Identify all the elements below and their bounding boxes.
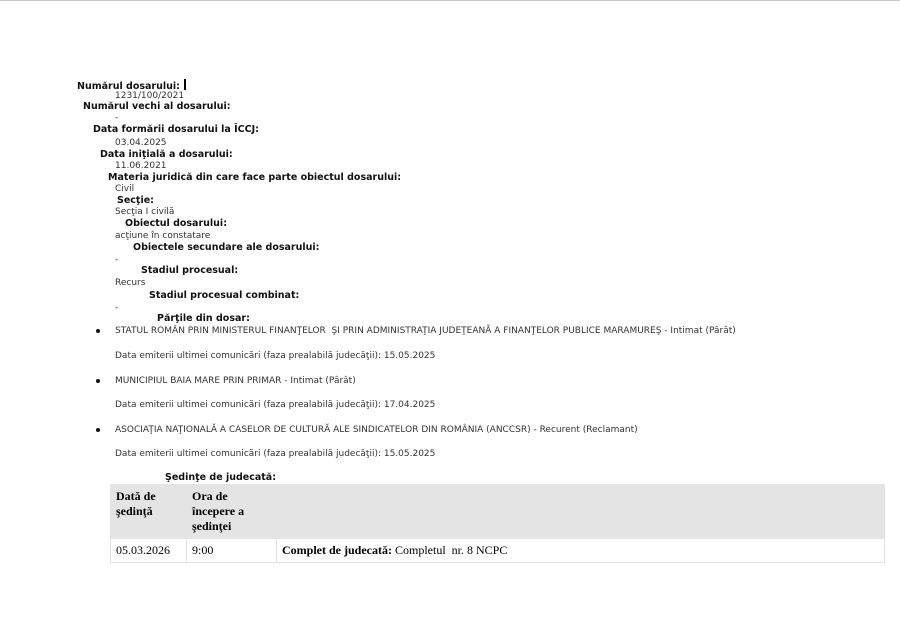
procedural-stage-value: Recurs [115,278,146,288]
column-header-date: Dată de şedinţă [111,485,187,539]
party-name: MUNICIPIUL BAIA MARE PRIN PRIMAR - Intimat (Pârât) [115,376,356,386]
party-communication-date: Data emiterii ultimei comunicări (faza prealabilă judecăţii): 15.05.2025 [115,449,436,459]
table-row [111,539,885,563]
secondary-objects-label: Obiectele secundare ale dosarului: [133,242,320,253]
hearing-panel [277,539,885,563]
hearing-panel-label: Complet de judecată: [282,543,392,557]
party-communication-date: Data emiterii ultimei comunicări (faza prealabilă judecăţii): 15.05.2025 [115,351,436,361]
top-divider [0,0,900,1]
procedural-stage-label: Stadiul procesual: [141,265,239,276]
hearing-date: 05.03.2026 [111,539,187,563]
parties-label: Părţile din dosar: [157,313,250,324]
registration-date-label: Data formării dosarului la ÎCCJ: [93,124,259,135]
column-header-details [277,485,885,539]
party-name: STATUL ROMÂN PRIN MINISTERUL FINANŢELOR ŞI PRIN ADMINISTRAŢIA JUDEŢEANĂ A FINANŢELOR PUBLICE MARAMUREŞ - Intimat (Pârât) [115,326,736,336]
hearings-header-row [111,485,885,539]
case-number-label-text: Numărul dosarului: [77,81,180,92]
registration-date-value: 03.04.2025 [115,138,167,148]
section-value: Secţia I civilă [115,207,175,217]
bullet-icon [96,379,100,383]
hearing-start-time: 9:00 [187,539,277,563]
legal-matter-label: Materia juridică din care face parte obiectul dosarului: [108,172,402,183]
secondary-objects-value: - [115,255,119,265]
initial-date-value: 11.06.2021 [115,161,167,171]
section-label: Secţie: [117,195,154,206]
bullet-icon [96,329,100,333]
party-name: ASOCIAŢIA NAŢIONALĂ A CASELOR DE CULTURĂ ALE SINDICATELOR DIN ROMÂNIA (ANCCSR) - Recurent (Reclamant) [115,425,638,435]
combined-stage-label: Stadiul procesual combinat: [149,290,300,301]
hearing-panel-value: Completul nr. 8 NCPC [391,543,508,557]
case-object-value: acţiune în constatare [115,231,211,241]
case-object-label: Obiectul dosarului: [125,218,227,229]
column-header-start-time: Ora de începere a şedinţei [187,485,277,539]
hearings-label: Şedinţe de judecată: [165,472,277,483]
case-number-value: 1231/100/2021 [115,91,185,101]
initial-date-label: Data iniţială a dosarului: [100,149,233,160]
text-cursor [184,79,186,90]
legal-matter-value: Civil [115,184,135,194]
party-communication-date: Data emiterii ultimei comunicări (faza prealabilă judecăţii): 17.04.2025 [115,400,436,410]
old-case-number-value: - [115,113,119,123]
combined-stage-value: - [115,303,119,313]
old-case-number-label: Numărul vechi al dosarului: [83,101,231,112]
bullet-icon [96,428,100,432]
hearings-table [110,484,885,563]
